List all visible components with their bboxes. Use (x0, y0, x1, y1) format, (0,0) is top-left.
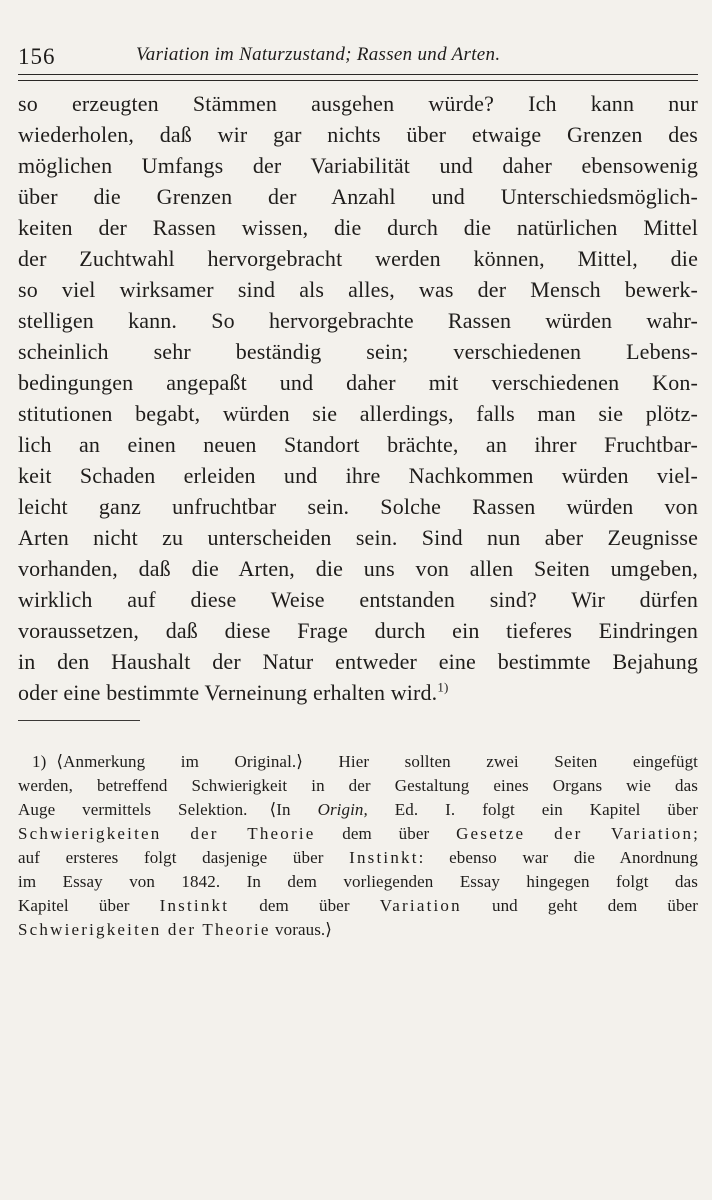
footnote-spaced-text: Schwierigkeiten der Theorie (18, 824, 316, 843)
footnote-text: dem über (315, 824, 457, 843)
footnote-line (18, 894, 698, 918)
body-line: in den Haushalt der Natur entweder eine bestimmte Bejahung (18, 649, 698, 674)
body-line: wirklich auf diese Weise entstanden sind? Wir dürfen (18, 587, 698, 612)
body-line: wiederholen, daß wir gar nichts über etwaige Grenzen des (18, 122, 698, 147)
footnote-reference[interactable]: 1) (437, 679, 449, 695)
body-line: so erzeugten Stämmen ausgehen würde? Ich kann nur (18, 91, 698, 116)
body-line: der Zuchtwahl hervorgebracht werden können, Mittel, die (18, 246, 698, 271)
footnote-text: ⟨In (269, 800, 318, 819)
footnote-block (18, 750, 698, 942)
page-header (18, 38, 698, 70)
footnote-spaced-text: Schwierigkeiten der Theorie (18, 920, 271, 939)
header-double-rule (18, 74, 698, 81)
footnote-text: Ed. I. folgt ein Kapitel über (367, 800, 698, 819)
footnote-line (18, 846, 698, 870)
body-line: so viel wirksamer sind als alles, was der Mensch bewerk- (18, 277, 698, 302)
footnote-line (18, 798, 698, 822)
footnote-text: : ebenso war die Anordnung (418, 848, 698, 867)
body-line: voraussetzen, daß diese Frage durch ein tieferes Eindringen (18, 618, 698, 643)
footnote-text: und geht dem über (461, 896, 698, 915)
footnote-line: im Essay von 1842. In dem vorliegenden Essay hingegen folgt das (18, 872, 698, 891)
footnote-spaced-text: Instinkt (349, 848, 419, 867)
body-line (18, 677, 698, 708)
body-line: bedingungen angepaßt und daher mit verschiedenen Kon- (18, 370, 698, 395)
footnote-italic-title: Origin, (317, 800, 368, 819)
body-line: vorhanden, daß die Arten, die uns von allen Seiten umgeben, (18, 556, 698, 581)
body-line: keit Schaden erleiden und ihre Nachkommen würden viel- (18, 463, 698, 488)
footnote-line (18, 918, 698, 942)
footnote-line: werden, betreffend Schwierigkeit in der Gestaltung eines Organs wie das (18, 776, 698, 795)
body-line: stitutionen begabt, würden sie allerdings, falls man sie plötz- (18, 401, 698, 426)
footnote-text: Auge vermittels Selektion. (18, 800, 248, 819)
body-line: über die Grenzen der Anzahl und Unterschiedsmöglich- (18, 184, 698, 209)
body-line: stelligen kann. So hervorgebrachte Rassen würden wahr- (18, 308, 698, 333)
footnote-spaced-text: Variation (379, 896, 462, 915)
body-line: Arten nicht zu unterscheiden sein. Sind nun aber Zeugnisse (18, 525, 698, 550)
page-number: 156 (18, 44, 56, 69)
body-line-text: oder eine bestimmte Verneinung erhalten wird. (18, 680, 438, 705)
body-line: scheinlich sehr beständig sein; verschiedenen Lebens- (18, 339, 698, 364)
footnote-spaced-text: Instinkt (159, 896, 230, 915)
footnote-marker: 1) (32, 752, 47, 771)
footnote-separator (18, 720, 140, 721)
body-line: leicht ganz unfruchtbar sein. Solche Rassen würden von (18, 494, 698, 519)
footnote-text: dem über (229, 896, 380, 915)
footnote-line (18, 822, 698, 846)
footnote-text: Kapitel über (18, 896, 160, 915)
running-title: Variation im Naturzustand; Rassen und Arten. (136, 44, 501, 65)
body-text (18, 88, 698, 708)
body-line: möglichen Umfangs der Variabilität und daher ebensowenig (18, 153, 698, 178)
footnote-line (18, 750, 698, 774)
body-line: lich an einen neuen Standort brächte, an ihrer Fruchtbar- (18, 432, 698, 457)
footnote-text: ; (693, 824, 698, 843)
footnote-text: voraus.⟩ (270, 920, 332, 939)
footnote-text: auf ersteres folgt dasjenige über (18, 848, 350, 867)
body-line: keiten der Rassen wissen, die durch die natürlichen Mittel (18, 215, 698, 240)
footnote-text: ⟨Anmerkung im Original.⟩ Hier sollten zwei Seiten eingefügt (56, 752, 698, 771)
footnote-spaced-text: Gesetze der Variation (456, 824, 694, 843)
